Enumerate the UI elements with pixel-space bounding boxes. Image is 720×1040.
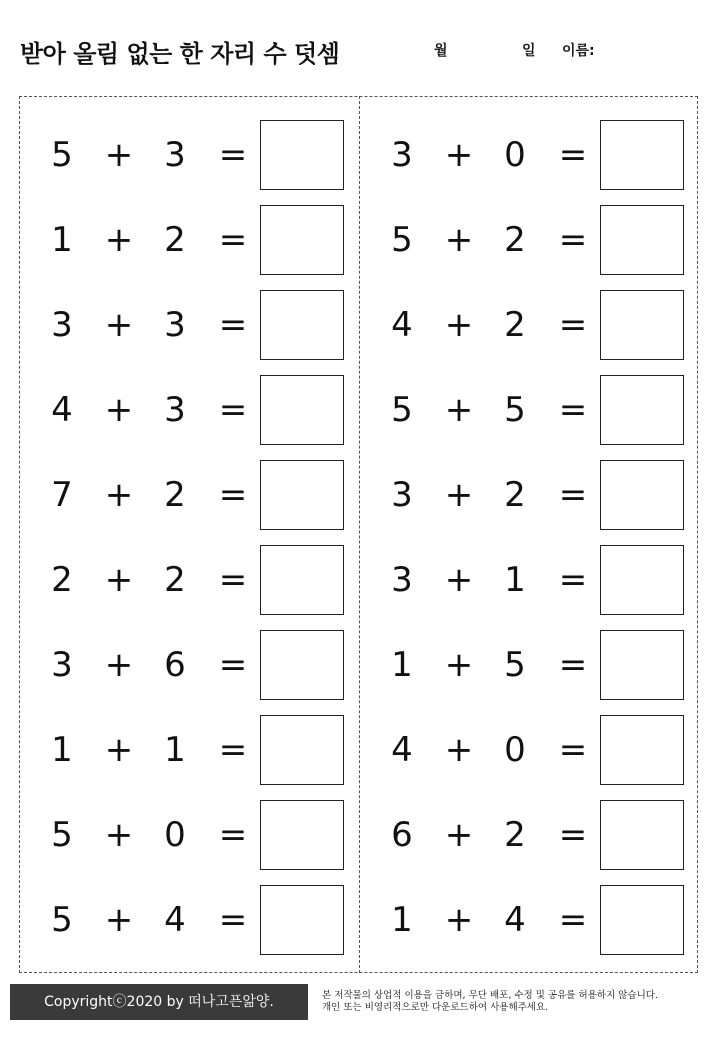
answer-box[interactable] (600, 375, 684, 445)
problem-row (47, 800, 387, 870)
first-addend: 4 (391, 305, 413, 345)
usage-notice-line2: 개인 또는 비영리적으로만 다운로드하여 사용해주세요. (322, 1002, 549, 1013)
second-addend: 2 (164, 475, 186, 515)
answer-box[interactable] (260, 460, 344, 530)
equals-sign: = (558, 900, 588, 940)
second-addend: 5 (504, 645, 526, 685)
second-addend: 2 (504, 815, 526, 855)
second-addend: 2 (164, 220, 186, 260)
first-addend: 3 (51, 305, 73, 345)
plus-sign: + (444, 730, 474, 770)
plus-sign: + (444, 390, 474, 430)
answer-box[interactable] (600, 545, 684, 615)
equals-sign: = (218, 900, 248, 940)
second-addend: 0 (504, 135, 526, 175)
equals-sign: = (218, 305, 248, 345)
plus-sign: + (104, 560, 134, 600)
plus-sign: + (444, 560, 474, 600)
problem-row (47, 205, 387, 275)
name-label: 이름: (562, 43, 595, 59)
first-addend: 5 (391, 220, 413, 260)
second-addend: 3 (164, 390, 186, 430)
month-label: 월 (434, 43, 448, 59)
answer-box[interactable] (260, 715, 344, 785)
copyright-banner: Copyrightⓒ2020 by 떠나고픈앎양. (10, 984, 308, 1020)
second-addend: 1 (504, 560, 526, 600)
problem-row (47, 120, 387, 190)
equals-sign: = (218, 815, 248, 855)
plus-sign: + (104, 900, 134, 940)
plus-sign: + (444, 475, 474, 515)
answer-box[interactable] (260, 205, 344, 275)
answer-box[interactable] (600, 460, 684, 530)
first-addend: 1 (391, 645, 413, 685)
second-addend: 3 (164, 135, 186, 175)
equals-sign: = (218, 645, 248, 685)
second-addend: 4 (164, 900, 186, 940)
equals-sign: = (218, 475, 248, 515)
problem-row (387, 460, 720, 530)
problem-row (47, 630, 387, 700)
second-addend: 0 (164, 815, 186, 855)
equals-sign: = (218, 390, 248, 430)
plus-sign: + (104, 730, 134, 770)
equals-sign: = (558, 220, 588, 260)
equals-sign: = (558, 560, 588, 600)
second-addend: 3 (164, 305, 186, 345)
problem-row (387, 630, 720, 700)
first-addend: 5 (51, 900, 73, 940)
first-addend: 5 (391, 390, 413, 430)
problem-row (387, 800, 720, 870)
problem-row (387, 375, 720, 445)
answer-box[interactable] (260, 120, 344, 190)
day-label: 일 (522, 43, 536, 59)
worksheet-title: 받아 올림 없는 한 자리 수 덧셈 (20, 40, 340, 68)
plus-sign: + (104, 815, 134, 855)
answer-box[interactable] (600, 800, 684, 870)
answer-box[interactable] (260, 375, 344, 445)
problem-row (47, 290, 387, 360)
answer-box[interactable] (260, 885, 344, 955)
first-addend: 5 (51, 135, 73, 175)
second-addend: 2 (164, 560, 186, 600)
equals-sign: = (218, 560, 248, 600)
equals-sign: = (558, 730, 588, 770)
first-addend: 3 (391, 560, 413, 600)
second-addend: 5 (504, 390, 526, 430)
first-addend: 2 (51, 560, 73, 600)
problem-row (47, 715, 387, 785)
second-addend: 2 (504, 475, 526, 515)
first-addend: 3 (391, 475, 413, 515)
plus-sign: + (104, 305, 134, 345)
first-addend: 7 (51, 475, 73, 515)
problem-row (47, 375, 387, 445)
second-addend: 2 (504, 305, 526, 345)
usage-notice (322, 990, 658, 1014)
equals-sign: = (558, 815, 588, 855)
answer-box[interactable] (600, 205, 684, 275)
second-addend: 6 (164, 645, 186, 685)
plus-sign: + (104, 135, 134, 175)
plus-sign: + (104, 645, 134, 685)
problem-row (387, 715, 720, 785)
problem-row (387, 885, 720, 955)
first-addend: 3 (391, 135, 413, 175)
problem-row (47, 460, 387, 530)
plus-sign: + (444, 305, 474, 345)
equals-sign: = (558, 135, 588, 175)
equals-sign: = (218, 730, 248, 770)
answer-box[interactable] (600, 290, 684, 360)
second-addend: 0 (504, 730, 526, 770)
problem-row (387, 205, 720, 275)
plus-sign: + (104, 390, 134, 430)
equals-sign: = (558, 390, 588, 430)
equals-sign: = (218, 220, 248, 260)
answer-box[interactable] (600, 885, 684, 955)
problem-row (47, 885, 387, 955)
first-addend: 1 (51, 730, 73, 770)
first-addend: 5 (51, 815, 73, 855)
answer-box[interactable] (260, 290, 344, 360)
plus-sign: + (444, 815, 474, 855)
first-addend: 1 (391, 900, 413, 940)
plus-sign: + (444, 900, 474, 940)
answer-box[interactable] (600, 120, 684, 190)
second-addend: 2 (504, 220, 526, 260)
equals-sign: = (558, 475, 588, 515)
equals-sign: = (558, 645, 588, 685)
usage-notice-line1: 본 저작물의 상업적 이용을 금하며, 무단 배포, 수정 및 공유를 허용하지 않습니다. (322, 990, 658, 1001)
first-addend: 4 (51, 390, 73, 430)
answer-box[interactable] (600, 630, 684, 700)
second-addend: 1 (164, 730, 186, 770)
answer-box[interactable] (260, 800, 344, 870)
answer-box[interactable] (600, 715, 684, 785)
equals-sign: = (218, 135, 248, 175)
problem-row (387, 120, 720, 190)
plus-sign: + (104, 220, 134, 260)
first-addend: 3 (51, 645, 73, 685)
problem-row (47, 545, 387, 615)
answer-box[interactable] (260, 545, 344, 615)
plus-sign: + (444, 135, 474, 175)
plus-sign: + (104, 475, 134, 515)
equals-sign: = (558, 305, 588, 345)
first-addend: 6 (391, 815, 413, 855)
plus-sign: + (444, 645, 474, 685)
first-addend: 1 (51, 220, 73, 260)
problem-row (387, 545, 720, 615)
problem-row (387, 290, 720, 360)
answer-box[interactable] (260, 630, 344, 700)
second-addend: 4 (504, 900, 526, 940)
plus-sign: + (444, 220, 474, 260)
first-addend: 4 (391, 730, 413, 770)
